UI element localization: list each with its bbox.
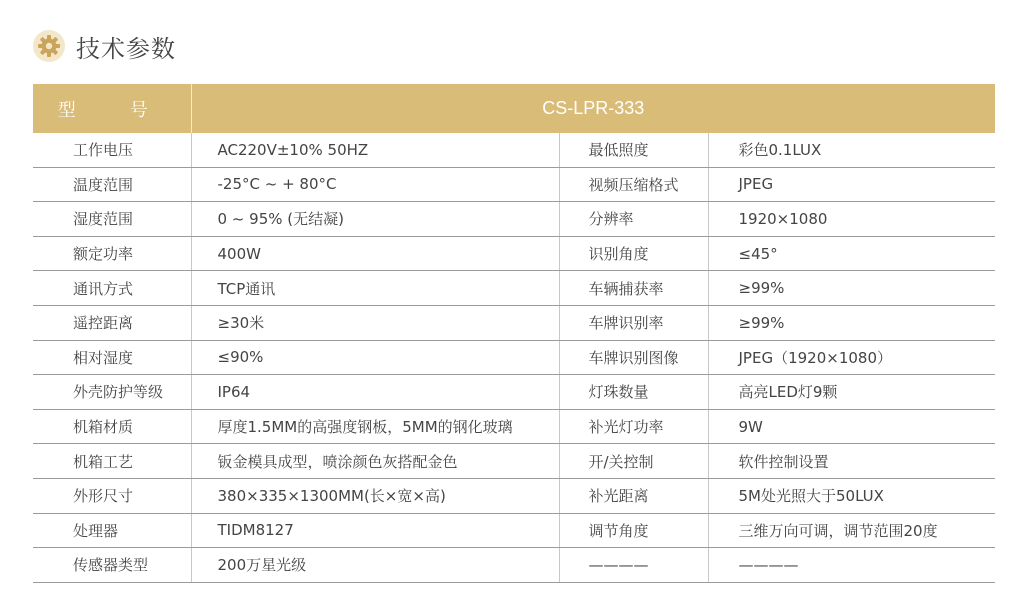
table-row: [33, 513, 995, 548]
gear-icon: [32, 29, 66, 63]
model-value: CS-LPR-333: [191, 84, 995, 133]
table-row: [33, 375, 995, 410]
spec-value: 200万星光级: [191, 548, 559, 583]
spec-value: TIDM8127: [191, 513, 559, 548]
spec-label: 机箱工艺: [33, 444, 191, 479]
table-row: [33, 236, 995, 271]
table-row: [33, 478, 995, 513]
spec-value: 厚度1.5MM的高强度钢板，5MM的钢化玻璃: [191, 409, 559, 444]
spec-value: JPEG: [708, 167, 995, 202]
spec-label: 调节角度: [559, 513, 708, 548]
spec-label: 温度范围: [33, 167, 191, 202]
spec-label: 补光距离: [559, 478, 708, 513]
table-row: [33, 409, 995, 444]
spec-value: ≥99%: [708, 271, 995, 306]
table-row: [33, 305, 995, 340]
spec-value: JPEG（1920×1080）: [708, 340, 995, 375]
spec-label: 车牌识别率: [559, 305, 708, 340]
spec-value: -25°C ~ + 80°C: [191, 167, 559, 202]
spec-label: 车牌识别图像: [559, 340, 708, 375]
spec-value: ≤45°: [708, 236, 995, 271]
spec-value: ————: [708, 548, 995, 583]
spec-value: 软件控制设置: [708, 444, 995, 479]
page-title: 技术参数: [76, 34, 176, 63]
spec-value: ≥30米: [191, 305, 559, 340]
spec-label: 外壳防护等级: [33, 375, 191, 410]
spec-label: 开/关控制: [559, 444, 708, 479]
spec-value: 9W: [708, 409, 995, 444]
spec-value: ≥99%: [708, 305, 995, 340]
table-row: [33, 548, 995, 583]
section-header: [32, 26, 176, 66]
spec-value: 400W: [191, 236, 559, 271]
table-header-row: [33, 84, 995, 133]
spec-label: 视频压缩格式: [559, 167, 708, 202]
spec-label: 分辨率: [559, 202, 708, 237]
spec-value: 1920×1080: [708, 202, 995, 237]
spec-label: 工作电压: [33, 133, 191, 167]
spec-label: 最低照度: [559, 133, 708, 167]
spec-label: ————: [559, 548, 708, 583]
table-row: [33, 340, 995, 375]
table-row: [33, 133, 995, 167]
spec-value: TCP通讯: [191, 271, 559, 306]
model-label: 型 号: [33, 84, 191, 133]
spec-value: 彩色0.1LUX: [708, 133, 995, 167]
spec-label: 识别角度: [559, 236, 708, 271]
spec-label: 补光灯功率: [559, 409, 708, 444]
spec-label: 相对湿度: [33, 340, 191, 375]
spec-value: 0 ~ 95% (无结凝): [191, 202, 559, 237]
spec-value: 380×335×1300MM(长×宽×高): [191, 478, 559, 513]
spec-label: 通讯方式: [33, 271, 191, 306]
spec-label: 外形尺寸: [33, 478, 191, 513]
spec-label: 处理器: [33, 513, 191, 548]
spec-table: [33, 84, 995, 583]
table-row: [33, 167, 995, 202]
spec-value: ≤90%: [191, 340, 559, 375]
table-row: [33, 444, 995, 479]
spec-label: 遥控距离: [33, 305, 191, 340]
table-row: [33, 271, 995, 306]
spec-label: 额定功率: [33, 236, 191, 271]
spec-label: 湿度范围: [33, 202, 191, 237]
spec-value: 三维万向可调，调节范围20度: [708, 513, 995, 548]
spec-value: 5M处光照大于50LUX: [708, 478, 995, 513]
spec-label: 传感器类型: [33, 548, 191, 583]
spec-value: AC220V±10% 50HZ: [191, 133, 559, 167]
spec-value: IP64: [191, 375, 559, 410]
spec-value: 钣金模具成型，喷涂颜色灰搭配金色: [191, 444, 559, 479]
spec-label: 车辆捕获率: [559, 271, 708, 306]
table-row: [33, 202, 995, 237]
spec-label: 灯珠数量: [559, 375, 708, 410]
spec-value: 高亮LED灯9颗: [708, 375, 995, 410]
spec-label: 机箱材质: [33, 409, 191, 444]
